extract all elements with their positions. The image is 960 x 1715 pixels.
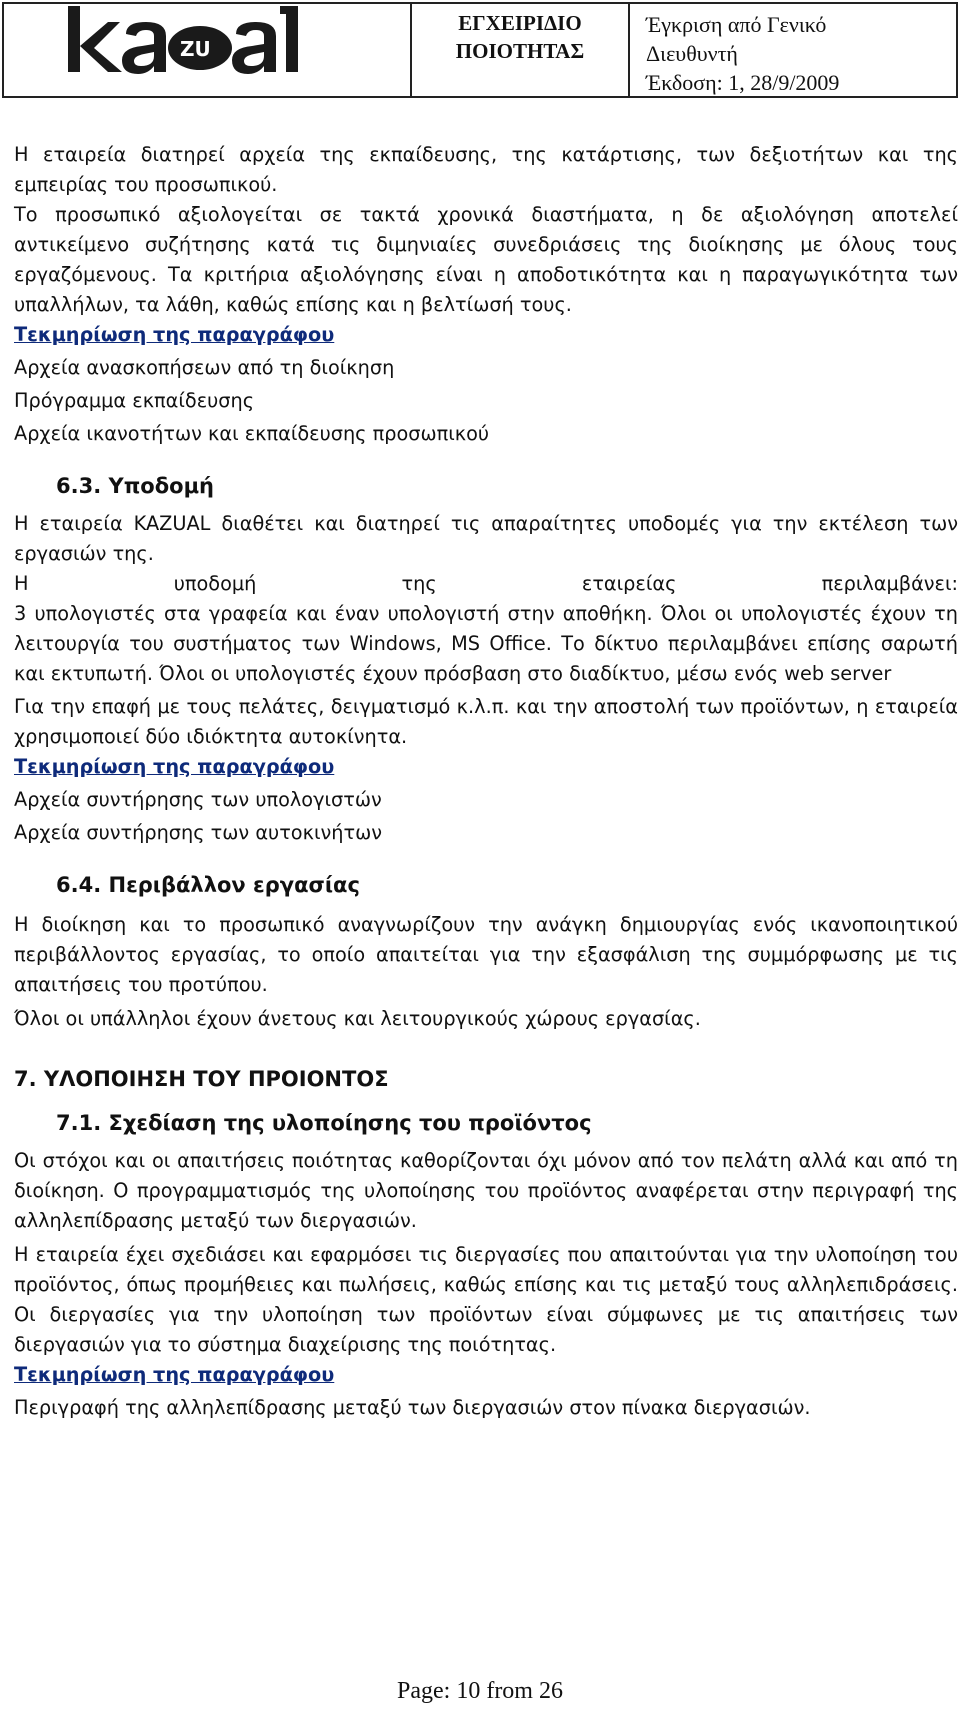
paragraph-processes: Η εταιρεία έχει σχεδιάσει και εφαρμόσει τις διεργασίες που απαιτούνται για την υλοποίηση του προϊόντος, όπως προμήθειες και πωλήσεις, καθώς επίσης και τις μεταξύ τους αλληλεπιδράσεις. Οι διεργασίες για την υλοποίηση των προϊόντων είναι σύμφωνες με τις απαιτήσεις των διεργασιών για το σύστημα διαχείρισης της ποιότητας. (14, 1243, 958, 1356)
manual-title-line2: ΠΟΙΟΤΗΤΑΣ (455, 39, 585, 63)
paragraph-infrastructure-intro: Η υποδομή της εταιρείας περιλαμβάνει: (14, 572, 958, 595)
document-body (14, 140, 958, 1423)
manual-title-line1: ΕΓΧΕΙΡΙΔΙΟ (458, 11, 582, 35)
manual-title-cell (412, 4, 630, 96)
paragraph-process-table: Περιγραφή της αλληλεπίδρασης μεταξύ των διεργασιών στον πίνακα διεργασιών. (14, 1396, 811, 1419)
kazual-logo (64, 4, 324, 80)
paragraph-vehicles: Για την επαφή με τους πελάτες, δειγματισμό κ.λ.π. και την αποστολή των προϊόντων, η εταιρεία χρησιμοποιεί δύο ιδιόκτητα αυτοκίνητα. (14, 695, 958, 748)
version-line: Έκδοση: 1, 28/9/2009 (646, 70, 840, 95)
paragraph-work-environment: Η διοίκηση και το προσωπικό αναγνωρίζουν την ανάγκη δημιουργίας ενός ικανοποιητικού περιβάλλοντος εργασίας, το οποίο απαιτείται για την εξασφάλιση της συμμόρφωσης με τις απαιτήσεις του προτύπου. (14, 913, 958, 996)
paragraph-infrastructure-details: 3 υπολογιστές στα γραφεία και έναν υπολογιστή στην αποθήκη. Όλοι οι υπολογιστές έχουν τη λειτουργία του συστήματος των Windows, MS Office. Το δίκτυο περιλαμβάνει επίσης σαρωτή και εκτυπωτή. Όλοι οι υπολογιστές έχουν πρόσβαση στο διαδίκτυο, μέσω ενός web server (14, 602, 958, 685)
documentation-item: Αρχεία ανασκοπήσεων από τη διοίκηση (14, 356, 395, 379)
document-header (2, 2, 958, 98)
paragraph-evaluation: Το προσωπικό αξιολογείται σε τακτά χρονικά διαστήματα, η δε αξιολόγηση αποτελεί αντικείμενο συζήτησης κατά τις διμηνιαίες συνεδριάσεις της διοίκησης με όλους τους εργαζόμενους. Τα κριτήρια αξιολόγησης είναι η αποδοτικότητα και η παραγωγικότητα των υπαλλήλων, τα λάθη, καθώς επίσης και η βελτίωσή τους. (14, 203, 958, 316)
paragraph-quality-goals: Οι στόχοι και οι απαιτήσεις ποιότητας καθορίζονται όχι μόνον από τον πελάτη αλλά και από τη διοίκηση. Ο προγραμματισμός της υλοποίησης του προϊόντος αναφέρεται στην περιγραφή της αλληλεπίδρασης μεταξύ των διεργασιών. (14, 1149, 958, 1232)
approval-line2: Διευθυντή (646, 41, 738, 66)
section-heading-6-4: 6.4. Περιβάλλον εργασίας (56, 873, 360, 897)
page-number: Page: 10 from 26 (397, 1678, 563, 1704)
logo-cell (4, 4, 412, 96)
approval-cell (630, 4, 956, 96)
documentation-heading[interactable]: Τεκμηρίωση της παραγράφου (14, 1363, 335, 1386)
section-heading-7-1: 7.1. Σχεδίαση της υλοποίησης του προϊόντος (56, 1111, 592, 1135)
documentation-item: Αρχεία συντήρησης των υπολογιστών (14, 788, 382, 811)
chapter-heading-7: 7. ΥΛΟΠΟΙΗΣΗ ΤΟΥ ΠΡΟΙΟΝΤΟΣ (14, 1067, 389, 1091)
documentation-heading[interactable]: Τεκμηρίωση της παραγράφου (14, 755, 335, 778)
documentation-heading[interactable]: Τεκμηρίωση της παραγράφου (14, 323, 335, 346)
paragraph-records: Η εταιρεία διατηρεί αρχεία της εκπαίδευσης, της κατάρτισης, των δεξιοτήτων και της εμπειρίας του προσωπικού. (14, 143, 958, 196)
svg-text:ZU: ZU (180, 37, 211, 61)
documentation-item: Αρχεία συντήρησης των αυτοκινήτων (14, 821, 383, 844)
paragraph-workspaces: Όλοι οι υπάλληλοι έχουν άνετους και λειτουργικούς χώρους εργασίας. (14, 1007, 701, 1030)
section-heading-6-3: 6.3. Υποδομή (56, 474, 214, 498)
documentation-item: Πρόγραμμα εκπαίδευσης (14, 389, 255, 412)
paragraph-infrastructure: Η εταιρεία KAZUAL διαθέτει και διατηρεί τις απαραίτητες υποδομές για την εκτέλεση των εργασιών της. (14, 512, 958, 565)
documentation-item: Αρχεία ικανοτήτων και εκπαίδευσης προσωπικού (14, 422, 490, 445)
approval-line1: Έγκριση από Γενικό (646, 12, 827, 37)
